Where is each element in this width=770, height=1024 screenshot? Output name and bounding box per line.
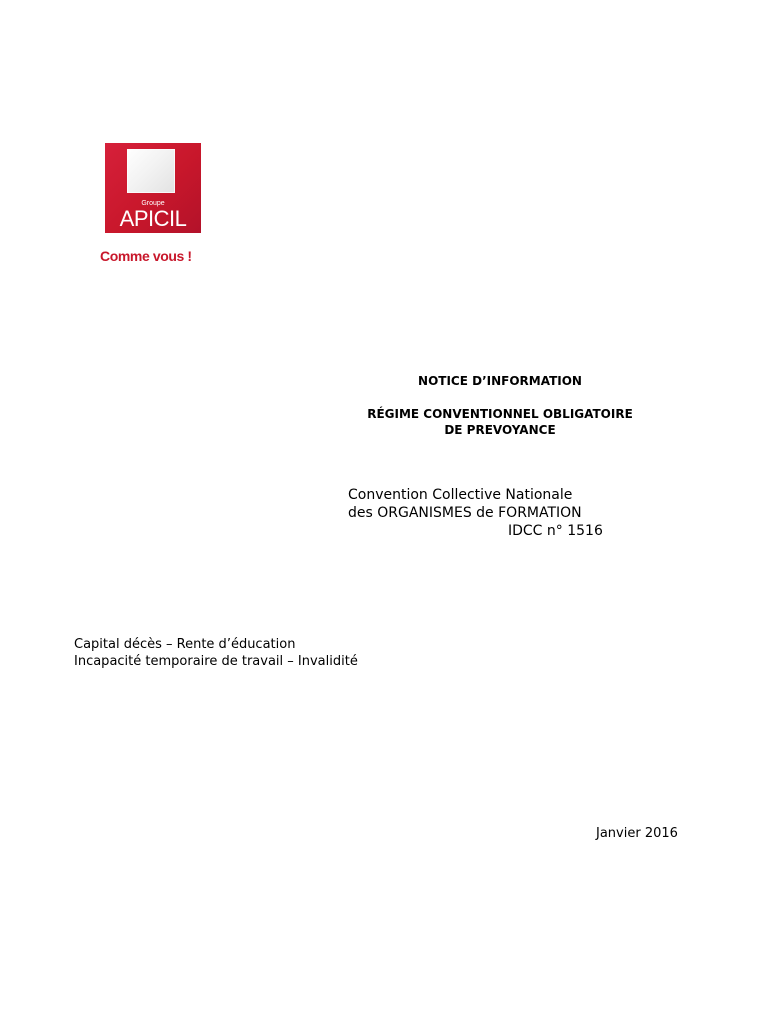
document-date: Janvier 2016 <box>596 826 678 841</box>
document-subtitle-line-2: DE PREVOYANCE <box>444 423 556 437</box>
apicil-logo <box>105 143 201 233</box>
coverage-line-1: Capital décès – Rente d’éducation <box>74 637 296 652</box>
logo-brand-name: APICIL <box>119 206 187 231</box>
logo-group-label: Groupe <box>141 200 165 207</box>
document-title: NOTICE D’INFORMATION <box>418 374 582 388</box>
convention-line-1: Convention Collective Nationale <box>348 487 573 503</box>
logo-square-mark <box>127 149 175 193</box>
convention-idcc: IDCC n° 1516 <box>508 523 603 539</box>
convention-line-2: des ORGANISMES de FORMATION <box>348 505 582 521</box>
document-subtitle-line-1: RÉGIME CONVENTIONNEL OBLIGATOIRE <box>367 407 633 421</box>
logo-tagline: Comme vous ! <box>100 248 192 264</box>
coverage-line-2: Incapacité temporaire de travail – Invalidité <box>74 654 358 669</box>
